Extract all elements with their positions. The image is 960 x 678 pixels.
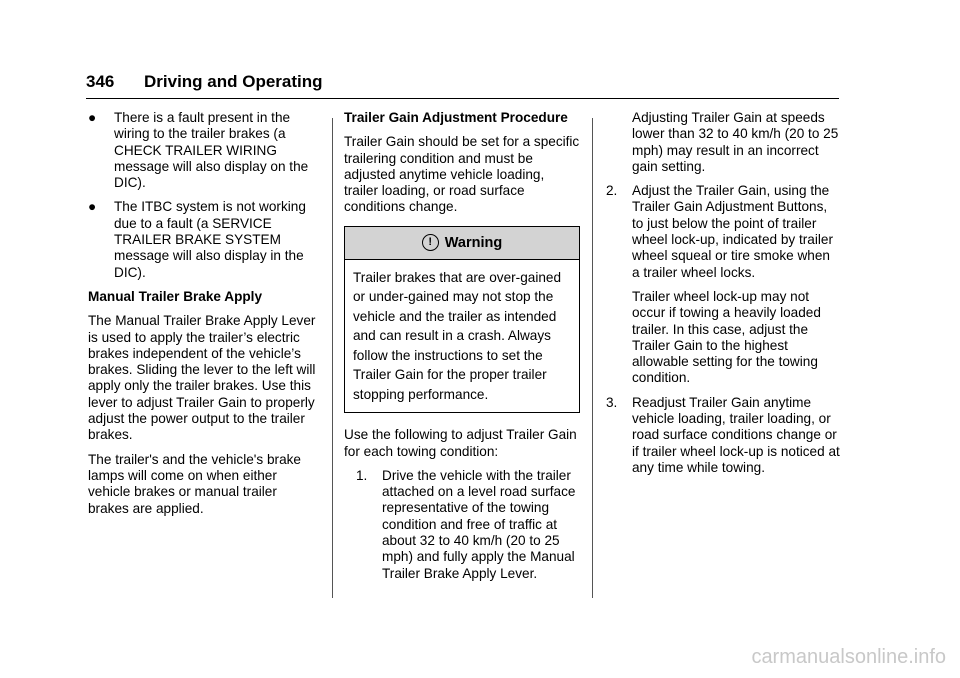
paragraph: The trailer's and the vehicle's brake lamps will come on when either vehicle brakes or manual trailer brakes are applied. [88, 451, 301, 516]
step-text: Readjust Trailer Gain anytime vehicle loading, trailer loading, or road surface conditions change or if trailer wheel lock-up is noticed at any time while towing. [632, 394, 840, 475]
list-item [606, 183, 840, 281]
step-number: 2. [606, 183, 618, 199]
step-text: Adjust the Trailer Gain, using the Trailer Gain Adjustment Buttons, to just below the point of trailer wheel lock-up, indicated by trailer wheel squeal or tire smoke when a trailer wheel locks. [632, 183, 833, 280]
warning-title: Warning [444, 234, 503, 251]
bullet-icon: ● [88, 199, 97, 215]
page-number: 346 [86, 72, 115, 91]
bullet-item [88, 199, 320, 280]
section-title: Driving and Operating [144, 72, 323, 91]
step-number: 3. [606, 394, 618, 410]
warning-icon: ! [422, 234, 439, 251]
bullet-icon: ● [88, 110, 97, 125]
page-header [86, 70, 839, 99]
paragraph: Trailer wheel lock-up may not occur if towing a heavily loaded trailer. In this case, adjust the Trailer Gain to the highest allowable setting for the towing condition. [632, 288, 821, 386]
subsection-heading: Trailer Gain Adjustment Procedure [344, 110, 568, 125]
column-middle [344, 110, 580, 590]
warning-box [344, 226, 580, 414]
bullet-text: There is a fault present in the wiring to the trailer brakes (a CHECK TRAILER WIRING message will also display on the DIC). [114, 110, 309, 191]
paragraph: Use the following to adjust Trailer Gain for each towing condition: [344, 427, 577, 459]
step-number: 1. [356, 467, 368, 483]
watermark: carmanualsonline.info [751, 646, 946, 668]
column-left [88, 110, 320, 525]
column-divider [332, 118, 333, 598]
list-item [344, 468, 580, 582]
paragraph: The Manual Trailer Brake Apply Lever is used to apply the trailer’s electric brakes independent of the vehicle’s brakes. Sliding the lever to the left will apply only the trailer brakes. Use this lever to adjust Trailer Gain to properly adjust the power output to the trailer brakes. [88, 313, 316, 443]
subsection-heading: Manual Trailer Brake Apply [88, 288, 263, 304]
bullet-text: The ITBC system is not working due to a fault (a SERVICE TRAILER BRAKE SYSTEM message will also display in the DIC). [114, 199, 306, 280]
warning-body: Trailer brakes that are over-gained or under-gained may not stop the vehicle and the trailer as intended and can result in a crash. Always follow the instructions to set the Trailer Gain for the proper trailer stopping performance. [353, 269, 562, 402]
warning-header [345, 227, 579, 260]
step-text: Drive the vehicle with the trailer attached on a level road surface representative of the towing condition and free of traffic at about 32 to 40 km/h (20 to 25 mph) and fully apply the Manual Trailer Brake Apply Lever. [382, 467, 576, 581]
list-item [606, 395, 840, 476]
column-right [606, 110, 840, 484]
bullet-item [88, 110, 320, 191]
column-divider [592, 118, 593, 598]
paragraph: Adjusting Trailer Gain at speeds lower than 32 to 40 km/h (20 to 25 mph) may result in an incorrect gain setting. [632, 110, 839, 174]
paragraph: Trailer Gain should be set for a specific trailering condition and must be adjusted anytime vehicle loading, trailer loading, or road surface conditions change. [344, 134, 580, 215]
